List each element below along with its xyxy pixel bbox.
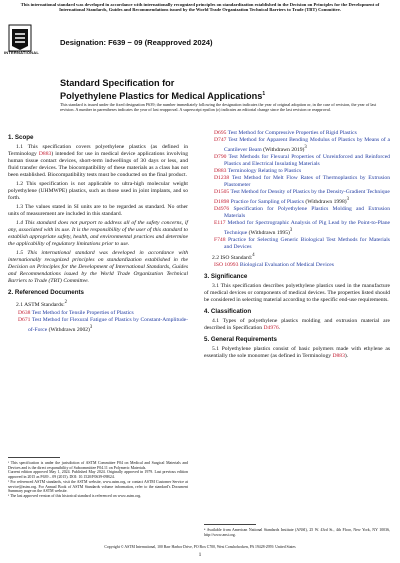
copyright-line: Copyright © ASTM International, 100 Barr Harbor Drive, PO Box C700, West Conshohocken, PA 19428-2959. United States bbox=[104, 545, 296, 549]
footnote-divider bbox=[8, 457, 60, 458]
section-heading-classification: 4. Classification bbox=[204, 308, 252, 316]
paragraph-1-3: 1.3 The values stated in SI units are to be regarded as standard. No other units of measurement are included in this standard. bbox=[8, 204, 188, 217]
paragraph-4-1: 4.1 Types of polyethylene plastics molding and extrusion material are described in Specification D4976. bbox=[204, 318, 390, 332]
link-d4976[interactable]: D4976 bbox=[263, 325, 279, 332]
right-column bbox=[204, 130, 390, 362]
footnotes-left bbox=[8, 452, 188, 499]
document-title bbox=[60, 78, 380, 102]
section-heading-significance: 3. Significance bbox=[204, 273, 248, 281]
section-heading-general-requirements: 5. General Requirements bbox=[204, 336, 277, 344]
reference-d747[interactable]: D747 Test Method for Apparent Bending Modulus of Plastics by Means of a Cantilever Beam (Withdrawn 2019)$^3$ bbox=[214, 137, 390, 153]
reference-d695[interactable]: D695 Test Method for Compressive Properties of Rigid Plastics bbox=[214, 130, 357, 136]
reference-d638[interactable]: D638 Test Method for Tensile Properties of Plastics bbox=[18, 309, 134, 316]
section-heading-referenced-documents: 2. Referenced Documents bbox=[8, 289, 84, 296]
footnote-4: ⁴ Available from American National Standards Institute (ANSI), 25 W. 43rd St., 4th Floor, New York, NY 10036, http://www.ansi.org. bbox=[204, 528, 390, 537]
footnotes-right bbox=[204, 519, 390, 537]
reference-d1238[interactable]: D1238 Test Method for Melt Flow Rates of Thermoplastics by Extrusion Plastometer bbox=[214, 174, 390, 188]
paragraph-1-5: 1.5 This international standard was developed in accordance with internationally recognized principles on standardization established in the Decision on Principles for the Development of International Standards, Guides and Recommendations issued by the World Trade Organization Technical Barriers to Trade (TBT) Committee. bbox=[8, 250, 188, 284]
reference-d790[interactable]: D790 Test Methods for Flexural Properties of Unreinforced and Reinforced Plastics and Electrical Insulating Materials bbox=[214, 153, 390, 167]
link-d883[interactable]: D883 bbox=[38, 151, 52, 157]
reference-d1505[interactable]: D1505 Test Method for Density of Plastics by the Density-Gradient Technique bbox=[214, 188, 390, 195]
page-number: 1 bbox=[198, 552, 202, 558]
paragraph-2-1: 2.1 ASTM Standards:$^2$ bbox=[16, 300, 67, 308]
footnote-1-edition: Current edition approved May 1, 2024. Published May 2024. Originally approved in 1979. Last previous edition approved in 2015 as F639 – 09 (2015). DOI: 10.1520/F0639-09R24. bbox=[8, 470, 188, 480]
footnote-3: ³ The last approved version of this historical standard is referenced on www.astm.org. bbox=[8, 493, 142, 498]
footnote-1: ¹ This specification is under the jurisdiction of ASTM Committee F04 on Medical and Surgical Materials and Devices and is the direct responsibility of Subcommittee F04.11 on Polymeric Materials. bbox=[8, 461, 188, 470]
reference-d1898[interactable]: D1898 Practice for Sampling of Plastics (Withdrawn 1998)$^3$ bbox=[214, 196, 349, 205]
title-line-1: Standard Specification for bbox=[60, 78, 175, 88]
logo-wordmark: INTERNATIONAL bbox=[4, 50, 39, 55]
title-line-2: Polyethylene Plastics for Medical Applications$^1$ bbox=[60, 91, 266, 102]
section-heading-scope: 1. Scope bbox=[8, 134, 34, 141]
reference-d4976[interactable]: D4976 Specification for Polyethylene Plastics Molding and Extrusion Materials bbox=[214, 205, 391, 219]
footnote-divider bbox=[204, 524, 256, 525]
paragraph-1-2: 1.2 This specification is not applicable to ultra-high molecular weight polyethylene (UHMWPE) plastics, such as those used in joint implants, and so forth. bbox=[8, 181, 188, 201]
footnote-2: ² For referenced ASTM standards, visit the ASTM website, www.astm.org, or contact ASTM Customer Service at service@astm.org. For Annual Book of ASTM Standards volume information, refer to the standard's Document Summary page on the ASTM website. bbox=[8, 479, 188, 494]
paragraph-1-4: 1.4 This standard does not purport to address all of the safety concerns, if any, associated with its use. It is the responsibility of the user of this standard to establish appropriate safety, health, and environmental practices and determine the applicability of regulatory limitations prior to use. bbox=[8, 220, 188, 247]
paragraph-1-1: 1.1 This specification covers polyethylene plastics (as defined in Terminology D883) intended for use in medical device applications involving human tissue contact devices, short-term indwellings of 30 days or less, and fluid transfer devices. The biocompatibility of these materials as a class has not been established. Biocompatibility tests must be conducted on the final product. bbox=[8, 144, 188, 178]
link-d883[interactable]: D883 bbox=[332, 353, 345, 360]
reference-e117[interactable]: E117 Method for Spectrographic Analysis of Pig Lead by the Point-to-Plane Technique (Withdrawn 1995)$^3$ bbox=[214, 219, 390, 236]
standards-notice: This international standard was developed in accordance with internationally recognized principles on standardization established in the Decision on Principles for the Development of International Standards, Guides and Recommendations issued by the World Trade Organization Technical Barriers to Trade (TBT) Committee. bbox=[20, 2, 380, 13]
designation: Designation: F639 − 09 (Reapproved 2024) bbox=[60, 38, 213, 47]
reference-d671[interactable]: D671 Test Method for Flexural Fatigue of Plastics by Constant-Amplitude-of-Force (Withdrawn 2002)$^3$ bbox=[18, 316, 188, 333]
paragraph-2-2: 2.2 ISO Standard:$^4$ bbox=[212, 252, 255, 261]
standard-issue-note: This standard is issued under the fixed designation F639; the number immediately following the designation indicates the year of original adoption or, in the case of revision, the year of last revision. A number in parentheses indicates the year of last reapproval. A superscript epsilon (ε) indicates an editorial change since the last revision or reapproval. bbox=[60, 102, 377, 113]
reference-d883[interactable]: D883 Terminology Relating to Plastics bbox=[214, 167, 302, 174]
paragraph-3-1: 3.1 This specification describes polyethylene plastics used in the manufacture of medical devices or components of medical devices. The properties listed should be considered in selecting material according to the specific end-use requirements. bbox=[204, 283, 390, 304]
paragraph-5-1: 5.1 Polyethylene plastics consist of basic polymers made with ethylene as essentially the sole monomer (as defined in Terminology D883). bbox=[204, 346, 390, 360]
left-column bbox=[8, 130, 188, 334]
reference-f748[interactable]: F748 Practice for Selecting Generic Biological Test Methods for Materials and Devices bbox=[214, 236, 390, 250]
reference-iso-10993[interactable]: ISO 10993 Biological Evaluation of Medical Devices bbox=[214, 262, 334, 269]
